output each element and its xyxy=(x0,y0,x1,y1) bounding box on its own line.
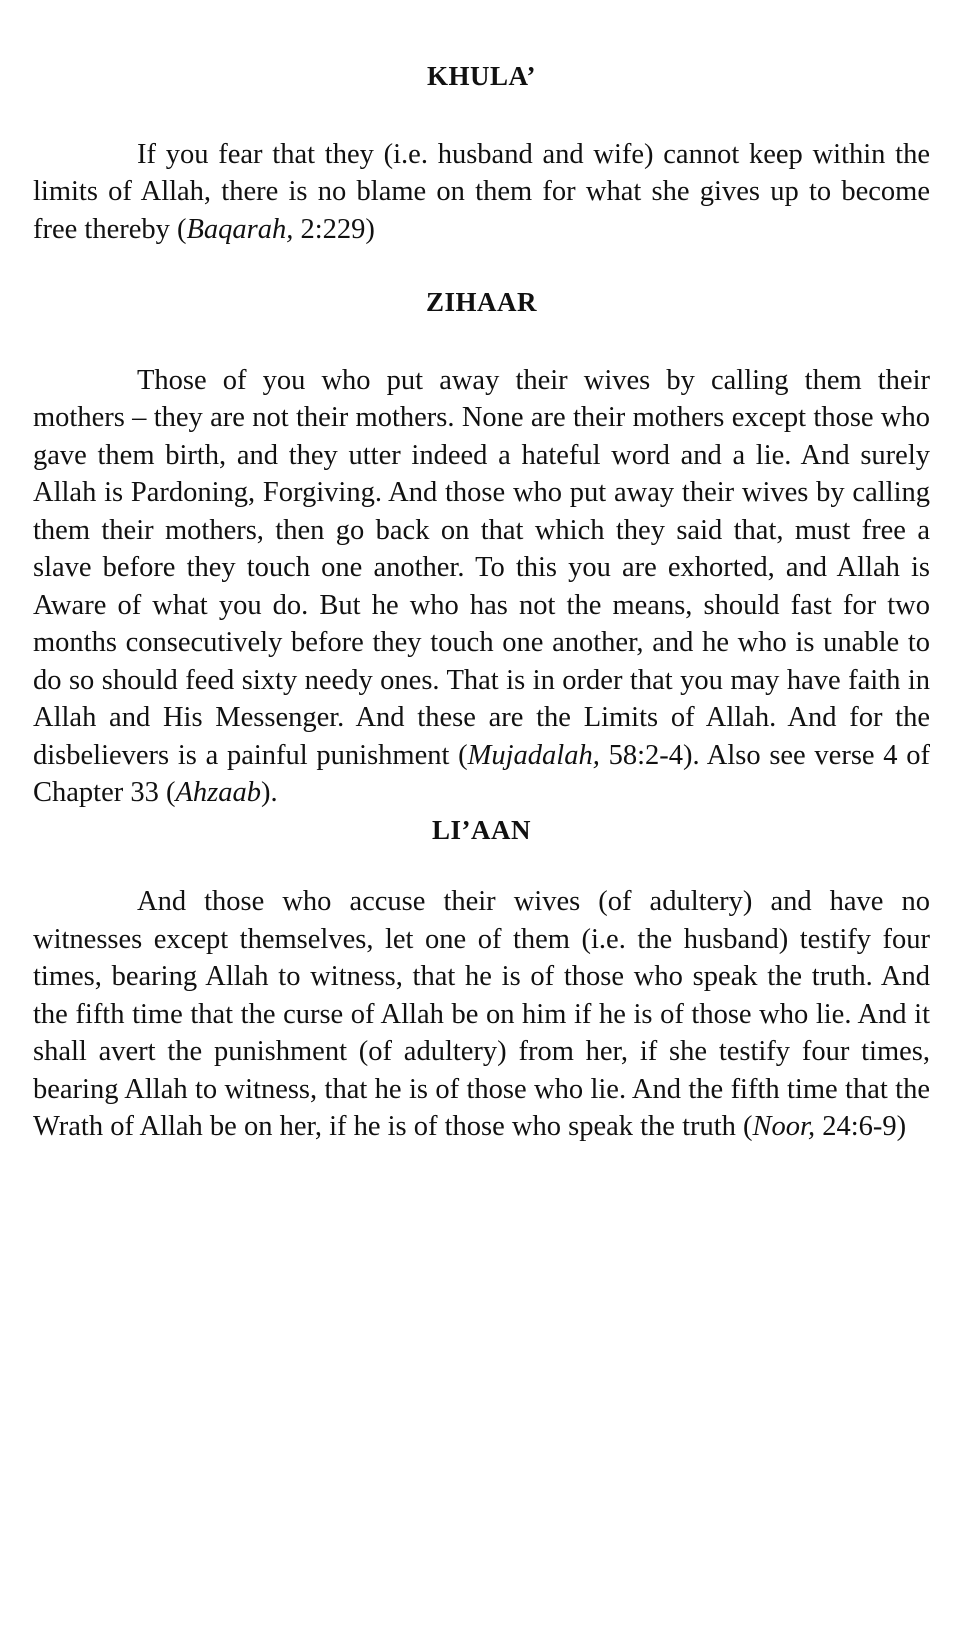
document-page xyxy=(33,58,930,1146)
body-text: Those of you who put away their wives by calling them their mothers – they are not their mothers. None are their mothers except those who gave them birth, and they utter indeed a hateful word and a lie. And surely Allah is Pardoning, Forgiving. And those who put away their wives by calling them their mothers, then go back on that which they said that, must free a slave before they touch one another. To this you are exhorted, and Allah is Aware of what you do. But he who has not the means, should fast for two months consecutively before they touch one another, and he who is unable to do so should feed sixty needy ones. That is in order that you may have faith in Allah and His Messenger. And these are the Limits of Allah. And for the disbelievers is a painful punishment ( xyxy=(33,364,930,771)
citation-reference: 2:229) xyxy=(293,213,375,245)
section-heading-khula: KHULA’ xyxy=(427,61,536,91)
citation-reference: 24:6-9) xyxy=(815,1111,907,1142)
spacer xyxy=(33,248,930,284)
citation-source: Noor, xyxy=(752,1111,816,1142)
citation-reference-secondary: ). xyxy=(260,777,278,808)
citation-source-secondary: Ahzaab xyxy=(175,777,261,808)
citation-source: Mujadalah, xyxy=(467,739,600,771)
body-text: If you fear that they (i.e. husband and wife) cannot keep within the limits of Allah, there is no blame on them for what she gives up to become free thereby ( xyxy=(33,138,930,245)
section-body-zihaar xyxy=(33,362,930,812)
spacer xyxy=(33,849,930,883)
spacer xyxy=(33,322,930,362)
section-heading-liaan: LI’AAN xyxy=(431,814,531,845)
section-body-khula xyxy=(33,136,930,249)
citation-source: Baqarah, xyxy=(186,213,294,245)
citation-reference: 58:2-4). Also see verse 4 of Chapter 33 ( xyxy=(33,739,931,808)
spacer xyxy=(33,96,930,136)
section-heading-zihaar: ZIHAAR xyxy=(425,287,537,317)
body-text: And those who accuse their wives (of adultery) and have no witnesses except themselves, let one of them (i.e. the husband) testify four times, bearing Allah to witness, that he is of those who speak the truth. And the fifth time that the curse of Allah be on him if he is of those who lie. And it shall avert the punishment (of adultery) from her, if she testify four times, bearing Allah to witness, that he is of those who lie. And the fifth time that the Wrath of Allah be on her, if he is of those who speak the truth ( xyxy=(33,886,930,1142)
section-body-liaan xyxy=(33,883,930,1146)
